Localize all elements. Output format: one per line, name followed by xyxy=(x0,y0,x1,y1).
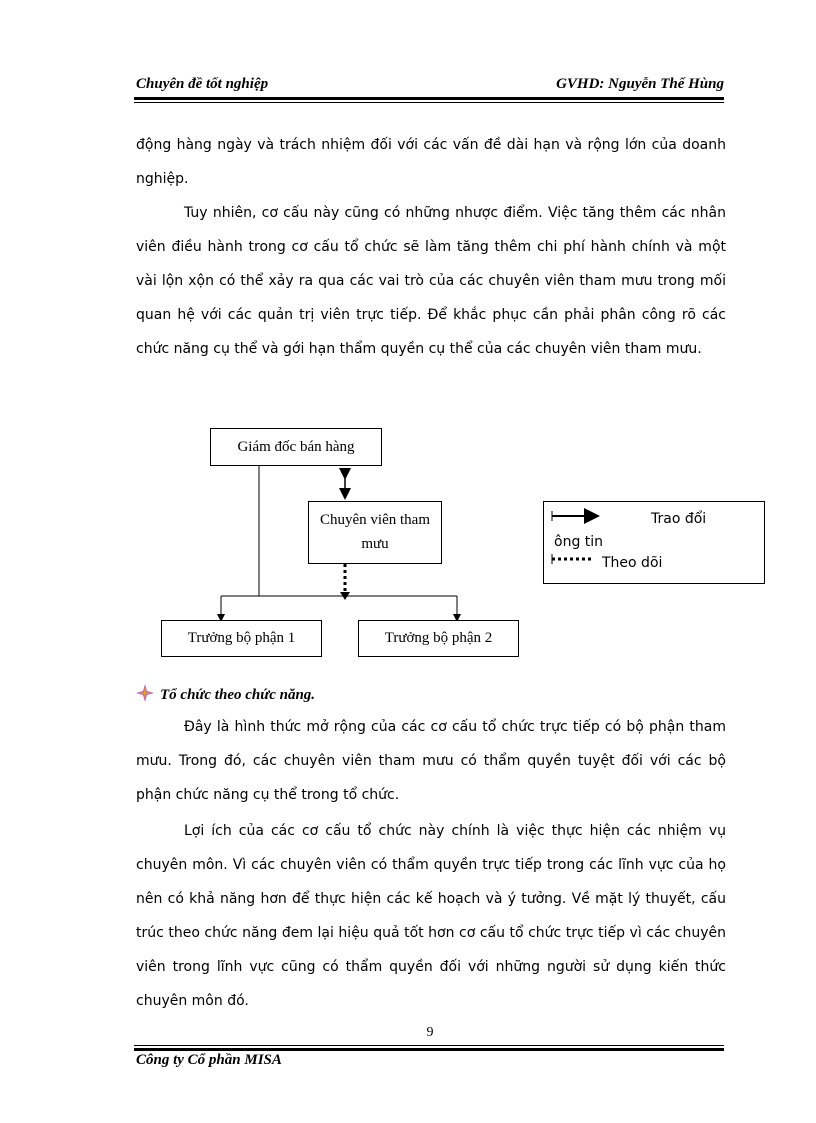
box-department-head-1: Trưởng bộ phận 1 xyxy=(161,620,322,657)
header-right: GVHD: Nguyễn Thế Hùng xyxy=(556,76,724,92)
footer-rule-thin xyxy=(134,1045,724,1046)
legend-solid-label: Trao đổi xyxy=(651,511,707,527)
footer-company: Công ty Cổ phần MISA xyxy=(136,1052,282,1068)
box-department-head-2: Trưởng bộ phận 2 xyxy=(358,620,519,657)
four-point-star-bullet-icon xyxy=(136,684,154,702)
section-heading-text: Tổ chức theo chức năng. xyxy=(160,687,316,703)
legend-solid-label-cont: ông tin xyxy=(554,534,604,550)
legend-dotted-label: Theo dõi xyxy=(602,555,663,571)
diagram-legend xyxy=(543,501,765,584)
box-staff-specialist: Chuyên viên tham mưu xyxy=(308,501,442,564)
box-sales-director: Giám đốc bán hàng xyxy=(210,428,382,466)
section-heading xyxy=(136,684,315,704)
footer-rule-thick xyxy=(134,1048,724,1051)
paragraph-continued: động hàng ngày và trách nhiệm đối với các vấn đề dài hạn và rộng lớn của doanh nghiệp. xyxy=(136,137,726,187)
header-left: Chuyên đề tốt nghiệp xyxy=(136,76,269,92)
paragraph-functional-benefits: Lợi ích của các cơ cấu tổ chức này chính là việc thực hiện các nhiệm vụ chuyên môn. Vì các chuyên viên có thẩm quyền trực tiếp trong các lĩnh vực của họ nên có khả năng hơn để thực hiện các kế hoạch và ý tưởng. Về mặt lý thuyết, cấu trúc theo chức năng đem lại hiệu quả tốt hơn cơ cấu tổ chức trực tiếp vì các chuyên viên trong lĩnh vực cũng có thẩm quyền đối với những người sử dụng kiến thức chuyên môn đó. xyxy=(136,823,726,1009)
paragraph-functional-definition: Đây là hình thức mở rộng của các cơ cấu tổ chức trực tiếp có bộ phận tham mưu. Trong đó, các chuyên viên tham mưu có thẩm quyền tuyệt đối với các bộ phận chức năng cụ thể trong tổ chức. xyxy=(136,719,726,803)
paragraph-drawbacks: Tuy nhiên, cơ cấu này cũng có những nhược điểm. Việc tăng thêm các nhân viên điều hành trong cơ cấu tổ chức sẽ làm tăng thêm chi phí hành chính và một vài lộn xộn có thể xảy ra qua các vai trò của các chuyên viên tham mưu trong mối quan hệ với các quản trị viên trực tiếp. Để khắc phục cần phải phân công rõ các chức năng cụ thể và gới hạn thẩm quyền cụ thể của các chuyên viên tham mưu. xyxy=(136,205,726,357)
page-number: 9 xyxy=(426,1025,434,1040)
